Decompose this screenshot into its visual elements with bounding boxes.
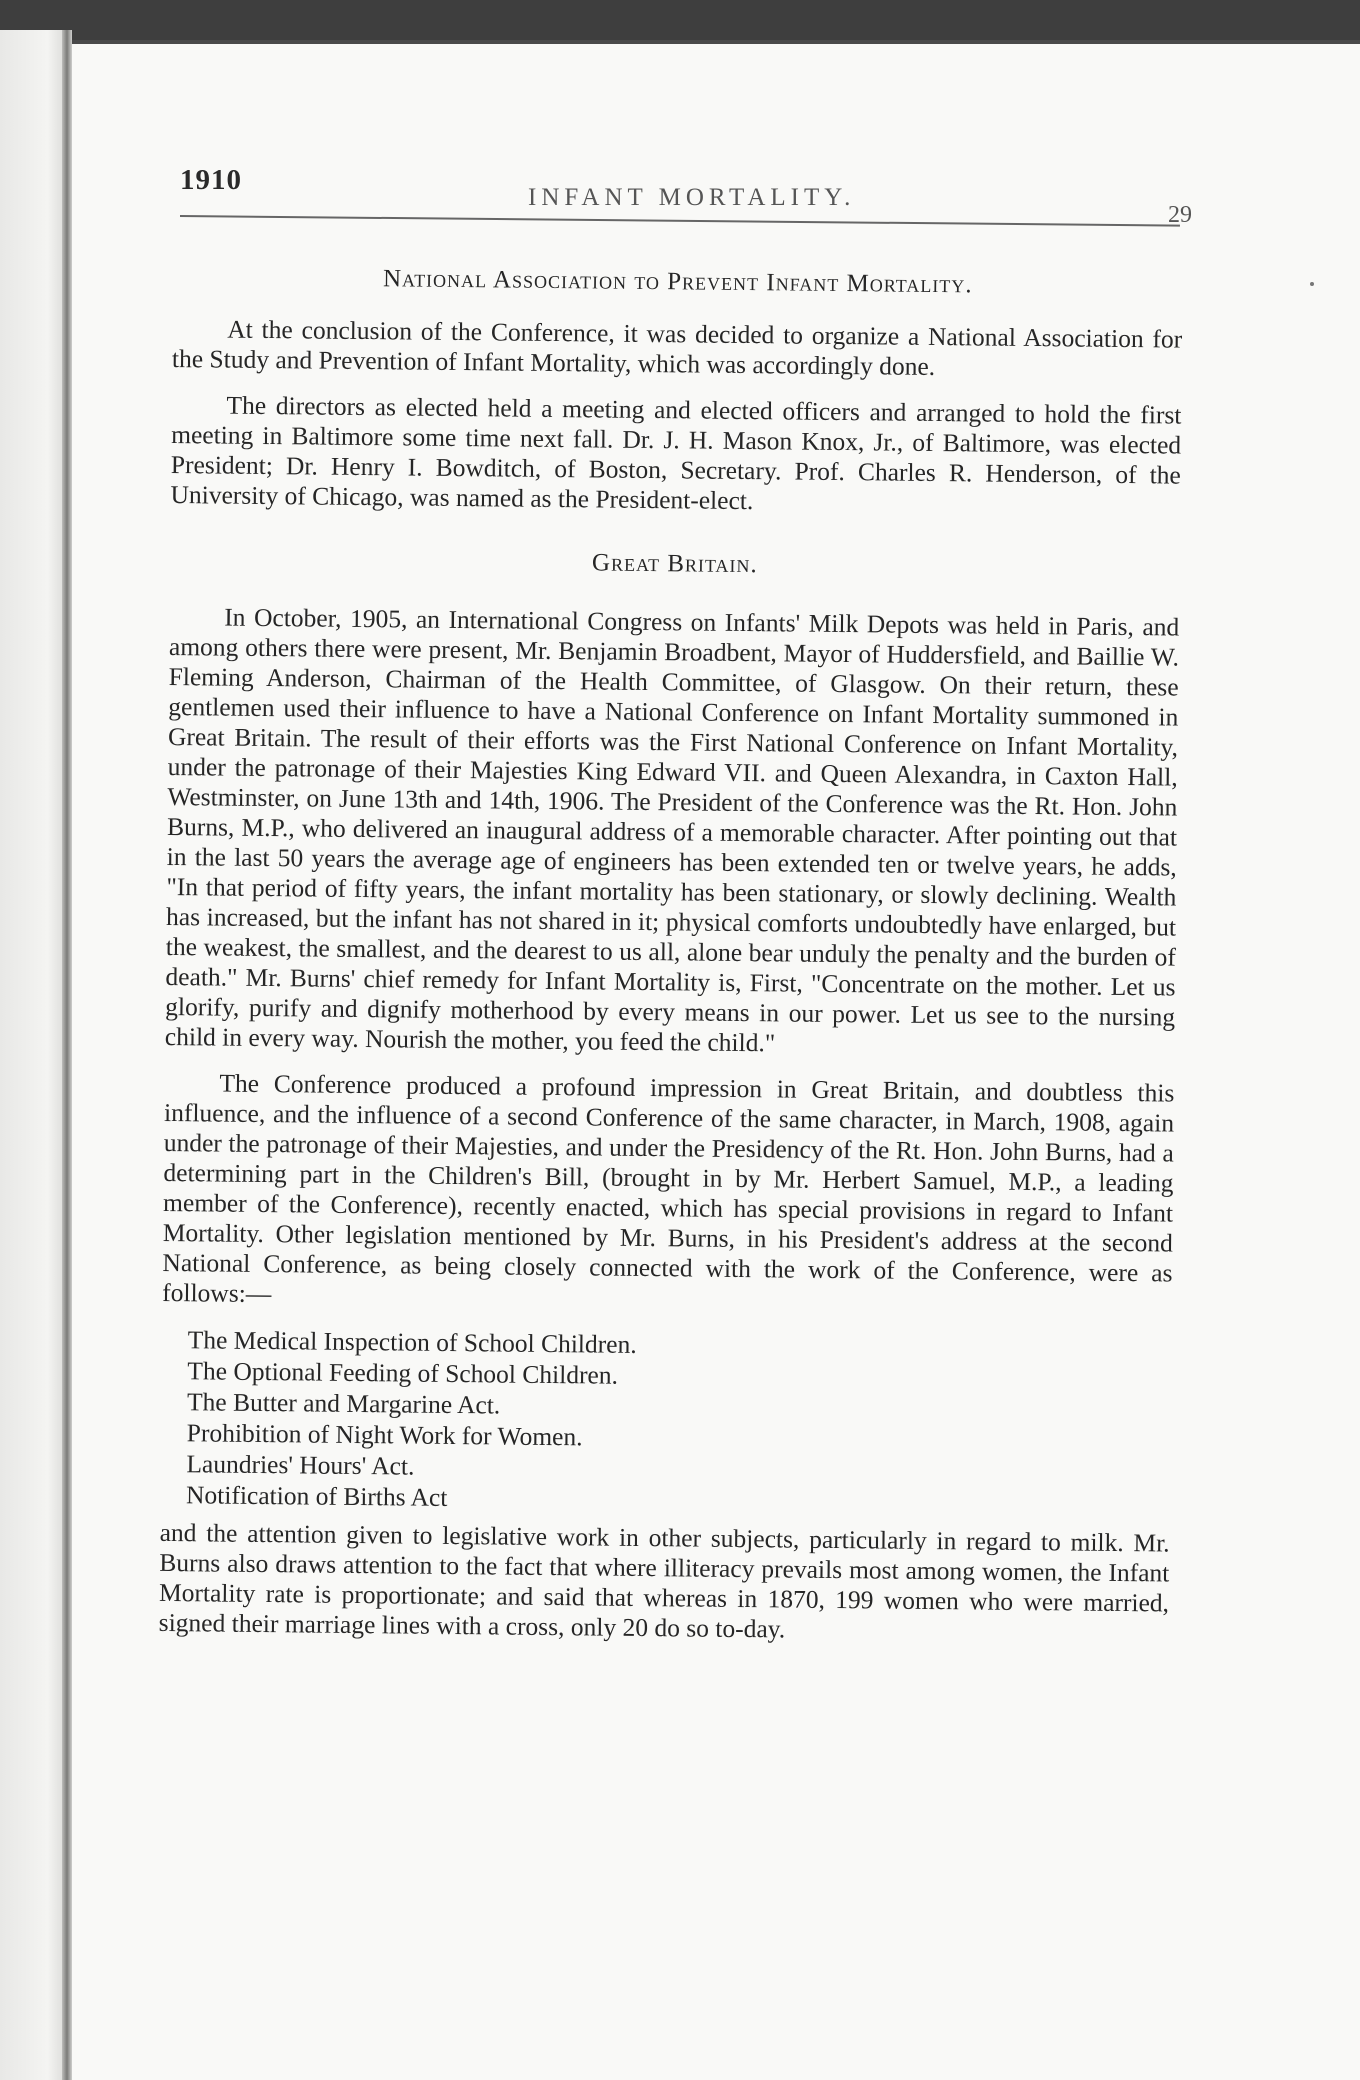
paragraph: The directors as elected held a meeting and elected officers and arranged to hold the first meeting in Baltimore some time next fall. Dr. J. H. Mason Knox, Jr., of Baltimore, was elected President; Dr. Henry I. Bowditch, of Boston, Secretary. Prof. Charles R. Henderson, of the University of Chicago, was named as the President-elect.	[170, 390, 1182, 516]
paragraph: The Conference produced a profound impression in Great Britain, and doubtless this influence, and the influence of a second Conference of the same character, in March, 1908, again under the patronage of their Majesties, and under the Presidency of the Rt. Hon. John Burns, had a determining part in the Children's Bill, (brought in by Mr. Herbert Samuel, M.P., a leading member of the Conference), recently enacted, which has special provisions in regard to Infant Mortality. Other legislation mentioned by Mr. Burns, in his President's address at the second National Conference, as being closely connected with the work of the Conference, were as follows:—	[162, 1068, 1175, 1309]
list-item: The Optional Feeding of School Children.	[187, 1356, 619, 1390]
book-gutter	[62, 30, 72, 2080]
header-year: 1910	[180, 164, 242, 196]
paragraph: In October, 1905, an International Congress on Infants' Milk Depots was held in Paris, and among others there were present, Mr. Benjamin Broadbent, Mayor of Huddersfield, and Baillie W. Fleming Anderson, Chairman of the Health Committee, of Glasgow. On their return, these gentlemen used their influence to have a National Conference on Infant Mortality summoned in Great Britain. The result of their efforts was the First National Conference on Infant Mortality, under the patronage of their Majesties King Edward VII. and Queen Alexandra, in Caxton Hall, Westminster, on June 13th and 14th, 1906. The President of the Conference was the Rt. Hon. John Burns, M.P., who delivered an inaugural address of a memorable character. After pointing out that in the last 50 years the average age of engineers has been extended ten or twelve years, he adds, "In that period of fifty years, the infant mortality has been stationary, or slowly declining. Wealth has increased, but the infant has not shared in it; physical comforts undoubtedly have enlarged, but the weakest, the smallest, and the dearest to us all, alone bear unduly the penalty and the burden of death." Mr. Burns' chief remedy for Infant Mortality is, First, "Concentrate on the mother. Let us glorify, purify and dignify motherhood by every means in our power. Let us see to the nursing child in every way. Nourish the mother, you feed the child."	[164, 602, 1180, 1058]
list-item: Prohibition of Night Work for Women.	[186, 1418, 583, 1452]
facing-page-edge	[0, 30, 68, 2080]
scan-top-border	[0, 0, 1360, 40]
section-heading-national-association: National Association to Prevent Infant Mortality.	[382, 265, 973, 299]
list-item: The Butter and Margarine Act.	[186, 1387, 501, 1420]
list-item: Laundries' Hours' Act.	[186, 1449, 415, 1481]
list-item: Notification of Births Act	[185, 1480, 448, 1512]
section-heading-great-britain: Great Britain.	[591, 549, 758, 579]
legislation-list	[160, 1324, 1172, 1521]
list-item: The Medical Inspection of School Children.	[187, 1325, 637, 1359]
paragraph: At the conclusion of the Conference, it was decided to organize a National Association for the Study and Prevention of Infant Mortality, which was accordingly done.	[171, 314, 1183, 381]
scan-speck	[1310, 282, 1314, 286]
continuation-paragraph: and the attention given to legislative work in other subjects, particularly in regard to milk. Mr. Burns also draws attention to the fact that where illiteracy prevails most among women, the Infant Mortality rate is proportionate; and said that whereas in 1870, 199 women who were married, signed their marriage lines with a cross, only 20 do so to-day.	[158, 1517, 1170, 1644]
page-number: 29	[1168, 202, 1192, 228]
page-header	[110, 120, 1192, 228]
page-body	[159, 262, 1183, 1649]
running-title: INFANT MORTALITY.	[528, 184, 856, 211]
